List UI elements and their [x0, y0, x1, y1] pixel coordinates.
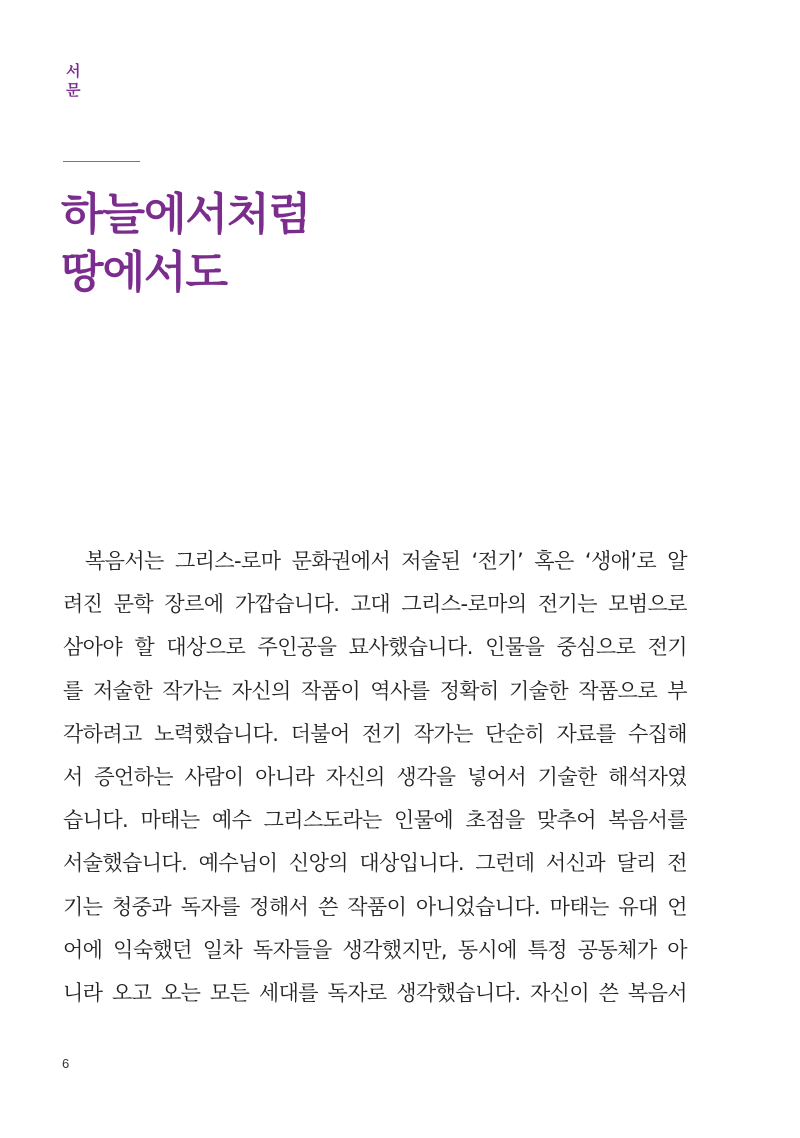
section-label: 서문 — [66, 62, 81, 99]
text-line: 려진 문학 장르에 가깝습니다. 고대 그리스-로마의 전기는 모범으로 — [63, 592, 687, 617]
text-line: 니라 오고 오는 모든 세대를 독자로 생각했습니다. 자신이 쓴 복음서 — [63, 980, 687, 1005]
body-paragraph — [63, 540, 687, 1015]
divider — [63, 161, 140, 162]
text-line: 기는 청중과 독자를 정해서 쓴 작품이 아니었습니다. 마태는 유대 언 — [63, 894, 687, 919]
text-line: 를 저술한 작가는 자신의 작품이 역사를 정확히 기술한 작품으로 부 — [63, 678, 687, 703]
title-line: 하늘에서처럼 — [61, 189, 311, 240]
text-line: 습니다. 마태는 예수 그리스도라는 인물에 초점을 맞추어 복음서를 — [63, 808, 687, 833]
text-line: 서 증언하는 사람이 아니라 자신의 생각을 넣어서 기술한 해석자였 — [63, 764, 687, 789]
text-line: 복음서는 그리스-로마 문화권에서 저술된 ‘전기’ 혹은 ‘생애’로 알 — [85, 549, 687, 573]
title-line: 땅에서도 — [61, 247, 228, 298]
text-line: 삼아야 할 대상으로 주인공을 묘사했습니다. 인물을 중심으로 전기 — [63, 635, 687, 660]
text-line: 각하려고 노력했습니다. 더불어 전기 작가는 단순히 자료를 수집해 — [63, 721, 687, 746]
chapter-title — [61, 186, 310, 302]
page-number: 6 — [62, 1056, 70, 1071]
text-line: 어에 익숙했던 일차 독자들을 생각했지만, 동시에 특정 공동체가 아 — [63, 937, 687, 962]
text-line: 서술했습니다. 예수님이 신앙의 대상입니다. 그런데 서신과 달리 전 — [63, 851, 687, 876]
